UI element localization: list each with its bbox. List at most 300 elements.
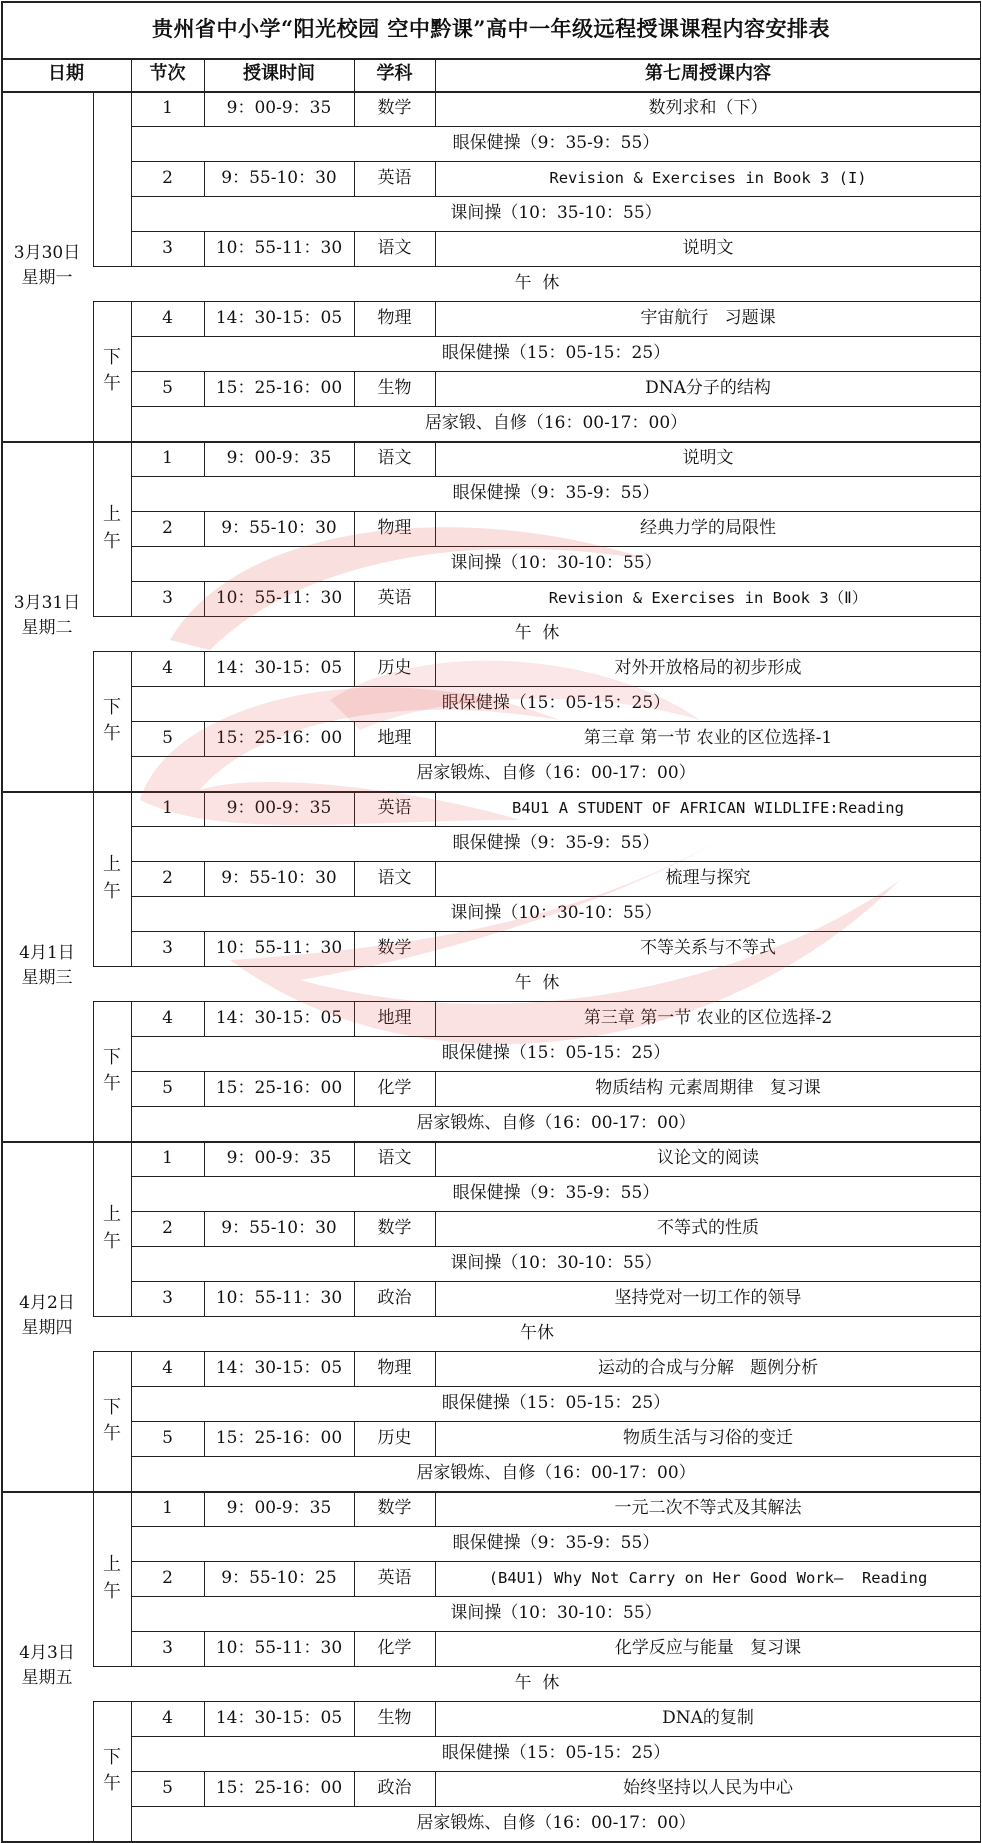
col-line (204, 931, 205, 966)
col-line (204, 371, 205, 406)
morning-label: 上 午 (103, 504, 121, 552)
col-line (435, 931, 436, 966)
lesson-content: 说明文 (682, 447, 734, 468)
col-line (204, 511, 205, 546)
lesson-time: 9：55-10：30 (221, 167, 337, 188)
col-line (435, 231, 436, 266)
col-line (204, 1421, 205, 1456)
lesson-time: 9：55-10：30 (221, 867, 337, 888)
lesson-content: DNA的复制 (662, 1707, 754, 1728)
break-row: 居家锻炼、自修（16：00-17：00） (416, 1112, 696, 1133)
col-line (204, 1631, 205, 1666)
col-line (354, 511, 355, 546)
header-col-line (204, 58, 205, 91)
col-line (131, 126, 132, 161)
col-line (131, 371, 132, 406)
col-line (204, 1071, 205, 1106)
day-date: 4月3日 星期五 (19, 1642, 75, 1688)
lesson-number: 1 (162, 447, 173, 468)
row-line (131, 336, 981, 337)
row-line (131, 546, 981, 547)
lesson-number: 5 (162, 727, 173, 748)
col-line (435, 651, 436, 686)
row-line (131, 721, 981, 722)
col-line (435, 861, 436, 896)
col-line (131, 1176, 132, 1211)
lesson-subject: 物理 (377, 1357, 412, 1378)
col-line (131, 1701, 132, 1736)
lesson-number: 1 (162, 1147, 173, 1168)
col-line (93, 1001, 94, 1141)
col-line (131, 1036, 132, 1071)
col-line (204, 581, 205, 616)
col-line (131, 1106, 132, 1141)
afternoon-label: 下 午 (103, 346, 121, 394)
row-line (131, 756, 981, 757)
break-row: 课间操（10：35-10：55） (450, 202, 662, 223)
col-line (204, 91, 205, 126)
lesson-subject: 数学 (377, 937, 412, 958)
break-row: 课间操（10：30-10：55） (450, 1602, 662, 1623)
border-title-bottom (1, 58, 981, 60)
header-subject: 学科 (376, 63, 413, 85)
lesson-number: 5 (162, 1077, 173, 1098)
col-line (204, 1211, 205, 1246)
noon-break-row: 午 休 (514, 272, 560, 293)
lesson-time: 9：55-10：25 (221, 1567, 337, 1588)
row-line (131, 441, 981, 442)
lesson-subject: 地理 (377, 1007, 412, 1028)
lesson-subject: 数学 (377, 1217, 412, 1238)
row-line (131, 1736, 981, 1737)
col-line (131, 651, 132, 686)
lesson-number: 2 (162, 517, 173, 538)
row-line (131, 1701, 981, 1702)
lesson-subject: 英语 (377, 797, 412, 818)
lesson-content: (B4U1) Why Not Carry on Her Good Work— Reading (488, 1568, 928, 1587)
col-line (131, 91, 132, 126)
row-line (131, 301, 981, 302)
col-line (131, 721, 132, 756)
break-row: 眼保健操（15：05-15：25） (441, 1742, 671, 1763)
col-line (354, 931, 355, 966)
day-date: 3月31日 星期二 (13, 592, 81, 638)
lesson-number: 4 (162, 307, 173, 328)
header-lesson: 节次 (149, 63, 186, 85)
header-content: 第七周授课内容 (645, 63, 771, 85)
break-row: 课间操（10：30-10：55） (450, 902, 662, 923)
col-line (204, 1701, 205, 1736)
col-line (204, 1001, 205, 1036)
col-line (131, 511, 132, 546)
col-line (435, 511, 436, 546)
col-line (131, 756, 132, 791)
col-line (131, 896, 132, 931)
lesson-number: 5 (162, 1777, 173, 1798)
break-row: 眼保健操（15：05-15：25） (441, 342, 671, 363)
row-line (131, 196, 981, 197)
header-col-line (435, 58, 436, 91)
col-line (354, 1141, 355, 1176)
col-line (204, 441, 205, 476)
col-line (204, 1351, 205, 1386)
lesson-time: 9：00-9：35 (226, 97, 332, 118)
lesson-time: 15：25-16：00 (215, 377, 343, 398)
col-line (354, 1211, 355, 1246)
row-line (131, 1806, 981, 1807)
col-line (354, 651, 355, 686)
col-line (131, 1631, 132, 1666)
col-line (131, 161, 132, 196)
row-line (131, 476, 981, 477)
lesson-subject: 数学 (377, 1497, 412, 1518)
lesson-number: 3 (162, 1637, 173, 1658)
morning-label: 上 午 (103, 1204, 121, 1252)
lesson-content: 议论文的阅读 (657, 1147, 759, 1168)
lesson-time: 10：55-11：30 (215, 937, 343, 958)
lesson-time: 9：00-9：35 (226, 797, 332, 818)
col-line (435, 1561, 436, 1596)
lesson-number: 3 (162, 237, 173, 258)
break-row: 居家锻炼、自修（16：00-17：00） (416, 1462, 696, 1483)
lesson-number: 3 (162, 587, 173, 608)
col-line (131, 336, 132, 371)
col-line (131, 1386, 132, 1421)
noon-break-row: 午 休 (514, 972, 560, 993)
lesson-time: 14：30-15：05 (215, 1007, 343, 1028)
col-line (93, 791, 94, 966)
row-line (131, 1526, 981, 1527)
day-date: 4月1日 星期三 (19, 942, 75, 988)
lesson-subject: 物理 (377, 307, 412, 328)
morning-label (93, 91, 131, 266)
border-left (1, 1, 3, 1841)
col-line (354, 1001, 355, 1036)
lesson-time: 10：55-11：30 (215, 587, 343, 608)
col-line (204, 301, 205, 336)
break-row: 眼保健操（15：05-15：25） (441, 692, 671, 713)
col-line (131, 1526, 132, 1561)
lesson-time: 10：55-11：30 (215, 1287, 343, 1308)
lesson-number: 4 (162, 1007, 173, 1028)
col-line (435, 581, 436, 616)
afternoon-label: 下 午 (103, 1046, 121, 1094)
col-line (354, 791, 355, 826)
lesson-time: 10：55-11：30 (215, 1637, 343, 1658)
break-row: 眼保健操（15：05-15：25） (441, 1392, 671, 1413)
col-line (354, 861, 355, 896)
col-line (435, 1351, 436, 1386)
col-line (131, 301, 132, 336)
col-line (131, 476, 132, 511)
lesson-time: 15：25-16：00 (215, 727, 343, 748)
row-line (131, 1596, 981, 1597)
row-line (131, 91, 981, 92)
col-line (204, 1561, 205, 1596)
lesson-number: 2 (162, 867, 173, 888)
col-line (93, 91, 94, 266)
afternoon-label: 下 午 (103, 1746, 121, 1794)
lesson-content: 对外开放格局的初步形成 (614, 657, 802, 678)
col-line (204, 161, 205, 196)
col-line (131, 1561, 132, 1596)
lesson-content: Revision & Exercises in Book 3（Ⅱ） (548, 588, 868, 607)
lesson-time: 9：55-10：30 (221, 1217, 337, 1238)
col-line (354, 161, 355, 196)
lesson-subject: 英语 (377, 587, 412, 608)
break-row: 眼保健操（9：35-9：55） (452, 1532, 660, 1553)
col-line (435, 371, 436, 406)
row-line (131, 231, 981, 232)
lesson-time: 14：30-15：05 (215, 1357, 343, 1378)
day-date: 4月2日 星期四 (19, 1292, 75, 1338)
col-line (131, 1281, 132, 1316)
row-line (131, 826, 981, 827)
lesson-subject: 化学 (377, 1077, 412, 1098)
lesson-content: DNA分子的结构 (645, 377, 771, 398)
lesson-subject: 语文 (377, 867, 412, 888)
col-line (435, 1071, 436, 1106)
col-line (435, 1141, 436, 1176)
lesson-content: 经典力学的局限性 (640, 517, 776, 538)
morning-label: 上 午 (103, 854, 121, 902)
border-bottom (1, 1841, 981, 1843)
col-line (435, 721, 436, 756)
col-line (435, 1421, 436, 1456)
col-line (204, 721, 205, 756)
col-line (354, 1071, 355, 1106)
col-line (354, 1631, 355, 1666)
col-line (354, 1561, 355, 1596)
col-line (204, 231, 205, 266)
lesson-content: 一元二次不等式及其解法 (614, 1497, 802, 1518)
col-line (204, 1281, 205, 1316)
row-line (93, 1666, 981, 1667)
col-line (131, 1246, 132, 1281)
col-line (131, 861, 132, 896)
lesson-subject: 语文 (377, 237, 412, 258)
header-col-line (131, 58, 132, 91)
col-line (435, 301, 436, 336)
col-line (131, 1141, 132, 1176)
col-line (354, 1351, 355, 1386)
lesson-number: 3 (162, 1287, 173, 1308)
day-date: 3月30日 星期一 (13, 242, 81, 288)
col-line (131, 826, 132, 861)
header-col-line (354, 58, 355, 91)
col-line (204, 791, 205, 826)
morning-label: 上 午 (103, 1554, 121, 1602)
col-line (131, 1211, 132, 1246)
col-line (93, 441, 94, 616)
col-line (131, 581, 132, 616)
lesson-content: 第三章 第一节 农业的区位选择-2 (583, 1007, 833, 1028)
col-line (354, 301, 355, 336)
lesson-content: 不等式的性质 (657, 1217, 759, 1238)
lesson-time: 15：25-16：00 (215, 1077, 343, 1098)
row-line (131, 1561, 981, 1562)
break-row: 居家锻、自修（16：00-17：00） (424, 412, 688, 433)
lesson-subject: 化学 (377, 1637, 412, 1658)
col-line (131, 1351, 132, 1386)
col-line (435, 1211, 436, 1246)
lesson-time: 15：25-16：00 (215, 1427, 343, 1448)
lesson-subject: 英语 (377, 1567, 412, 1588)
col-line (435, 161, 436, 196)
col-line (435, 441, 436, 476)
break-row: 眼保健操（9：35-9：55） (452, 482, 660, 503)
lesson-number: 1 (162, 1497, 173, 1518)
col-line (354, 91, 355, 126)
col-line (435, 1771, 436, 1806)
col-line (93, 1491, 94, 1666)
col-line (131, 1806, 132, 1841)
break-row: 眼保健操（9：35-9：55） (452, 1182, 660, 1203)
col-line (131, 196, 132, 231)
col-line (204, 651, 205, 686)
lesson-content: 不等关系与不等式 (640, 937, 776, 958)
col-line (131, 1071, 132, 1106)
col-line (354, 1281, 355, 1316)
lesson-number: 2 (162, 167, 173, 188)
header-time: 授课时间 (243, 63, 315, 85)
col-line (354, 581, 355, 616)
row-line (131, 1211, 981, 1212)
lesson-time: 14：30-15：05 (215, 1707, 343, 1728)
row-line (131, 686, 981, 687)
row-line (131, 861, 981, 862)
col-line (435, 1701, 436, 1736)
lesson-subject: 生物 (377, 377, 412, 398)
lesson-content: 运动的合成与分解 题例分析 (597, 1357, 819, 1378)
row-line (131, 896, 981, 897)
break-row: 眼保健操（9：35-9：55） (452, 132, 660, 153)
row-line (131, 1176, 981, 1177)
row-line (131, 1246, 981, 1247)
lesson-number: 2 (162, 1567, 173, 1588)
col-line (435, 791, 436, 826)
col-line (354, 231, 355, 266)
col-line (204, 1141, 205, 1176)
row-line (131, 791, 981, 792)
noon-break-row: 午 休 (514, 622, 560, 643)
col-line (435, 91, 436, 126)
lesson-content: 第三章 第一节 农业的区位选择-1 (583, 727, 833, 748)
row-line (131, 581, 981, 582)
afternoon-label: 下 午 (103, 696, 121, 744)
lesson-subject: 政治 (377, 1777, 412, 1798)
col-line (131, 1421, 132, 1456)
break-row: 眼保健操（15：05-15：25） (441, 1042, 671, 1063)
col-line (354, 1421, 355, 1456)
col-line (204, 1771, 205, 1806)
row-line (131, 126, 981, 127)
lesson-number: 4 (162, 1707, 173, 1728)
lesson-time: 9：55-10：30 (221, 517, 337, 538)
break-row: 居家锻炼、自修（16：00-17：00） (416, 1812, 696, 1833)
row-line (131, 1351, 981, 1352)
lesson-subject: 历史 (377, 1427, 412, 1448)
row-line (131, 1771, 981, 1772)
header-date: 日期 (48, 63, 84, 85)
lesson-subject: 数学 (377, 97, 412, 118)
lesson-number: 5 (162, 1427, 173, 1448)
lesson-subject: 语文 (377, 1147, 412, 1168)
lesson-number: 2 (162, 1217, 173, 1238)
row-line (131, 1456, 981, 1457)
border-top (1, 1, 981, 3)
lesson-number: 3 (162, 937, 173, 958)
lesson-time: 15：25-16：00 (215, 1777, 343, 1798)
lesson-content: 始终坚持以人民为中心 (623, 1777, 793, 1798)
row-line (93, 616, 981, 617)
lesson-time: 10：55-11：30 (215, 237, 343, 258)
col-line (93, 1141, 94, 1316)
row-line (131, 1491, 981, 1492)
lesson-content: 梳理与探究 (665, 867, 751, 888)
col-line (354, 1701, 355, 1736)
col-line (93, 651, 94, 791)
col-line (93, 301, 94, 441)
border-right (980, 1, 982, 1841)
break-row: 课间操（10：30-10：55） (450, 552, 662, 573)
lesson-content: 物质结构 元素周期律 复习课 (595, 1077, 821, 1098)
lesson-subject: 生物 (377, 1707, 412, 1728)
break-row: 课间操（10：30-10：55） (450, 1252, 662, 1273)
col-line (354, 441, 355, 476)
lesson-subject: 物理 (377, 517, 412, 538)
lesson-number: 4 (162, 657, 173, 678)
lesson-number: 5 (162, 377, 173, 398)
row-line (131, 1281, 981, 1282)
row-line (131, 1001, 981, 1002)
lesson-subject: 英语 (377, 167, 412, 188)
row-line (131, 1631, 981, 1632)
lesson-number: 1 (162, 97, 173, 118)
row-line (131, 651, 981, 652)
lesson-time: 9：00-9：35 (226, 1497, 332, 1518)
col-line (354, 371, 355, 406)
col-line (131, 1771, 132, 1806)
break-row: 眼保健操（9：35-9：55） (452, 832, 660, 853)
break-row: 居家锻炼、自修（16：00-17：00） (416, 762, 696, 783)
lesson-number: 1 (162, 797, 173, 818)
lesson-time: 14：30-15：05 (215, 307, 343, 328)
col-line (131, 231, 132, 266)
lesson-subject: 地理 (377, 727, 412, 748)
col-line (131, 791, 132, 826)
row-line (131, 1106, 981, 1107)
row-line (131, 1386, 981, 1387)
col-line (93, 1701, 94, 1841)
lesson-content: Revision & Exercises in Book 3 (I) (549, 168, 867, 187)
lesson-content: 宇宙航行 习题课 (640, 307, 776, 328)
col-line (435, 1491, 436, 1526)
row-line (131, 1071, 981, 1072)
col-line (204, 1491, 205, 1526)
afternoon-label: 下 午 (103, 1396, 121, 1444)
row-line (131, 931, 981, 932)
row-line (131, 371, 981, 372)
row-line (93, 966, 981, 967)
lesson-content: 物质生活与习俗的变迁 (623, 1427, 793, 1448)
lesson-number: 4 (162, 1357, 173, 1378)
lesson-subject: 政治 (377, 1287, 412, 1308)
col-line (131, 1596, 132, 1631)
lesson-time: 9：00-9：35 (226, 447, 332, 468)
row-line (131, 161, 981, 162)
lesson-subject: 历史 (377, 657, 412, 678)
